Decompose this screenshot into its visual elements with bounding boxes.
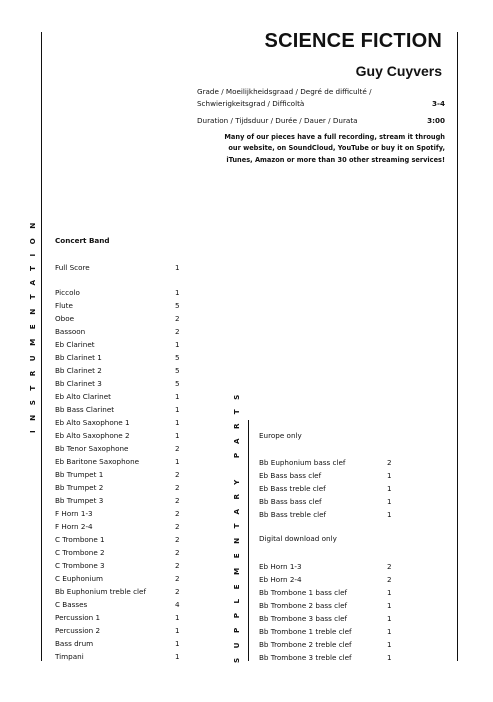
list-item <box>55 261 185 274</box>
part-name: Bb Trombone 1 treble clef <box>259 627 352 636</box>
part-name: Bass drum <box>55 639 94 648</box>
part-name: Eb Alto Clarinet <box>55 392 111 401</box>
part-qty: 1 <box>387 627 392 636</box>
part-qty: 2 <box>175 587 180 596</box>
supplementary-side-label: SUPPLEMENTARY PARTS <box>232 385 241 663</box>
list-item <box>259 508 399 521</box>
duration-block <box>197 115 445 127</box>
part-name: Bb Euphonium bass clef <box>259 458 346 467</box>
grade-value: 3-4 <box>432 99 445 108</box>
part-name: Bb Trombone 3 bass clef <box>259 614 348 623</box>
list-item <box>55 546 185 559</box>
list-item <box>259 482 399 495</box>
part-qty: 1 <box>387 614 392 623</box>
list-item <box>55 351 185 364</box>
streaming-promo <box>197 132 445 166</box>
list-item <box>55 286 185 299</box>
duration-value: 3:00 <box>427 116 445 125</box>
part-name: C Trombone 2 <box>55 548 105 557</box>
part-qty: 4 <box>175 600 180 609</box>
part-name: Bb Clarinet 3 <box>55 379 102 388</box>
composer-name: Guy Cuyvers <box>355 63 442 79</box>
part-qty: 1 <box>175 392 180 401</box>
part-qty: 1 <box>175 457 180 466</box>
list-item <box>55 637 185 650</box>
list-item <box>55 312 185 325</box>
list-item <box>259 625 399 638</box>
list-item <box>55 299 185 312</box>
part-qty: 5 <box>175 379 180 388</box>
left-rule <box>41 32 42 661</box>
part-name: C Euphonium <box>55 574 104 583</box>
part-qty: 1 <box>387 653 392 662</box>
part-qty: 5 <box>175 301 180 310</box>
promo-line-3: iTunes, Amazon or more than 30 other streaming services! <box>226 155 445 164</box>
list-item <box>55 455 185 468</box>
list-item <box>55 468 185 481</box>
instrumentation-side-label: INSTRUMENTATION <box>28 213 37 433</box>
list-item <box>55 481 185 494</box>
duration-label: Duration / Tijdsduur / Durée / Dauer / Durata <box>197 116 358 125</box>
part-name: Bassoon <box>55 327 86 336</box>
part-name: Bb Trombone 3 treble clef <box>259 653 352 662</box>
part-qty: 2 <box>175 496 180 505</box>
part-qty: 1 <box>387 497 392 506</box>
piece-title: SCIENCE FICTION <box>264 30 442 52</box>
part-name: Bb Tenor Saxophone <box>55 444 129 453</box>
digital-parts-list <box>259 560 399 664</box>
list-item <box>259 612 399 625</box>
part-name: Percussion 2 <box>55 626 101 635</box>
part-qty: 2 <box>175 548 180 557</box>
full-score-list <box>55 261 185 274</box>
list-item <box>55 520 185 533</box>
part-name: C Basses <box>55 600 88 609</box>
grade-block <box>197 86 445 110</box>
part-qty: 2 <box>175 470 180 479</box>
list-item <box>259 469 399 482</box>
list-item <box>259 495 399 508</box>
part-name: Oboe <box>55 314 75 323</box>
part-name: Flute <box>55 301 73 310</box>
part-name: F Horn 2-4 <box>55 522 93 531</box>
part-name: Eb Bass bass clef <box>259 471 322 480</box>
list-item <box>55 377 185 390</box>
part-name: C Trombone 3 <box>55 561 105 570</box>
grade-label-2: Schwierigkeitsgrad / Difficoltà <box>197 99 305 108</box>
part-qty: 1 <box>387 601 392 610</box>
part-name: Bb Trumpet 3 <box>55 496 104 505</box>
promo-line-2: our website, on SoundCloud, YouTube or buy it on Spotify, <box>228 144 445 153</box>
list-item <box>259 573 399 586</box>
part-qty: 1 <box>387 471 392 480</box>
part-qty: 2 <box>175 574 180 583</box>
part-name: Timpani <box>55 652 84 661</box>
part-qty: 5 <box>175 353 180 362</box>
part-name: Bb Trombone 2 bass clef <box>259 601 348 610</box>
part-name: Bb Clarinet 2 <box>55 366 102 375</box>
part-name: Bb Trombone 2 treble clef <box>259 640 352 649</box>
list-item <box>55 338 185 351</box>
part-qty: 1 <box>175 431 180 440</box>
list-item <box>55 403 185 416</box>
part-qty: 1 <box>175 626 180 635</box>
list-item <box>259 599 399 612</box>
part-qty: 1 <box>175 613 180 622</box>
part-name: C Trombone 1 <box>55 535 105 544</box>
part-name: Eb Clarinet <box>55 340 95 349</box>
part-qty: 5 <box>175 366 180 375</box>
list-item <box>259 560 399 573</box>
part-name: Bb Bass treble clef <box>259 510 327 519</box>
part-name: Eb Alto Saxophone 1 <box>55 418 130 427</box>
part-qty: 1 <box>175 340 180 349</box>
list-item <box>55 611 185 624</box>
part-qty: 2 <box>175 483 180 492</box>
part-qty: 2 <box>175 561 180 570</box>
part-qty: 1 <box>175 418 180 427</box>
part-qty: 2 <box>175 314 180 323</box>
list-item <box>55 585 185 598</box>
part-name: Full Score <box>55 263 90 272</box>
part-name: Eb Horn 1-3 <box>259 562 302 571</box>
part-name: Eb Baritone Saxophone <box>55 457 140 466</box>
europe-parts-list <box>259 456 399 521</box>
part-name: Eb Alto Saxophone 2 <box>55 431 130 440</box>
ensemble-heading: Concert Band <box>55 236 110 245</box>
part-qty: 1 <box>387 484 392 493</box>
part-qty: 2 <box>175 522 180 531</box>
part-qty: 2 <box>387 575 392 584</box>
list-item <box>55 559 185 572</box>
list-item <box>55 533 185 546</box>
list-item <box>259 638 399 651</box>
part-name: Bb Trumpet 2 <box>55 483 104 492</box>
part-qty: 1 <box>387 640 392 649</box>
part-qty: 2 <box>175 444 180 453</box>
supplementary-rule <box>248 420 249 661</box>
list-item <box>55 325 185 338</box>
part-name: Bb Bass Clarinet <box>55 405 115 414</box>
part-qty: 2 <box>387 458 392 467</box>
part-qty: 1 <box>175 639 180 648</box>
list-item <box>259 651 399 664</box>
part-qty: 1 <box>175 263 180 272</box>
digital-only-note: Digital download only <box>259 534 337 543</box>
part-qty: 2 <box>175 327 180 336</box>
list-item <box>259 586 399 599</box>
europe-only-note: Europe only <box>259 431 302 440</box>
part-name: Eb Bass treble clef <box>259 484 326 493</box>
right-rule <box>457 32 458 661</box>
list-item <box>55 572 185 585</box>
list-item <box>55 390 185 403</box>
part-name: F Horn 1-3 <box>55 509 93 518</box>
list-item <box>55 364 185 377</box>
list-item <box>55 416 185 429</box>
part-qty: 1 <box>175 405 180 414</box>
part-name: Piccolo <box>55 288 80 297</box>
part-qty: 2 <box>175 535 180 544</box>
part-qty: 1 <box>175 652 180 661</box>
list-item <box>55 429 185 442</box>
list-item <box>55 507 185 520</box>
part-qty: 1 <box>387 510 392 519</box>
list-item <box>259 456 399 469</box>
part-name: Bb Trumpet 1 <box>55 470 104 479</box>
part-qty: 1 <box>387 588 392 597</box>
list-item <box>55 650 185 663</box>
part-name: Eb Horn 2-4 <box>259 575 302 584</box>
list-item <box>55 494 185 507</box>
part-qty: 2 <box>175 509 180 518</box>
part-qty: 1 <box>175 288 180 297</box>
part-name: Bb Clarinet 1 <box>55 353 102 362</box>
part-name: Bb Bass bass clef <box>259 497 322 506</box>
promo-line-1: Many of our pieces have a full recording, stream it through <box>224 133 445 141</box>
list-item <box>55 598 185 611</box>
part-name: Bb Trombone 1 bass clef <box>259 588 348 597</box>
part-name: Percussion 1 <box>55 613 101 622</box>
part-qty: 2 <box>387 562 392 571</box>
part-name: Bb Euphonium treble clef <box>55 587 146 596</box>
list-item <box>55 624 185 637</box>
instrument-parts-list <box>55 286 185 663</box>
list-item <box>55 442 185 455</box>
grade-label-1: Grade / Moeilijkheidsgraad / Degré de difficulté / <box>197 87 372 96</box>
